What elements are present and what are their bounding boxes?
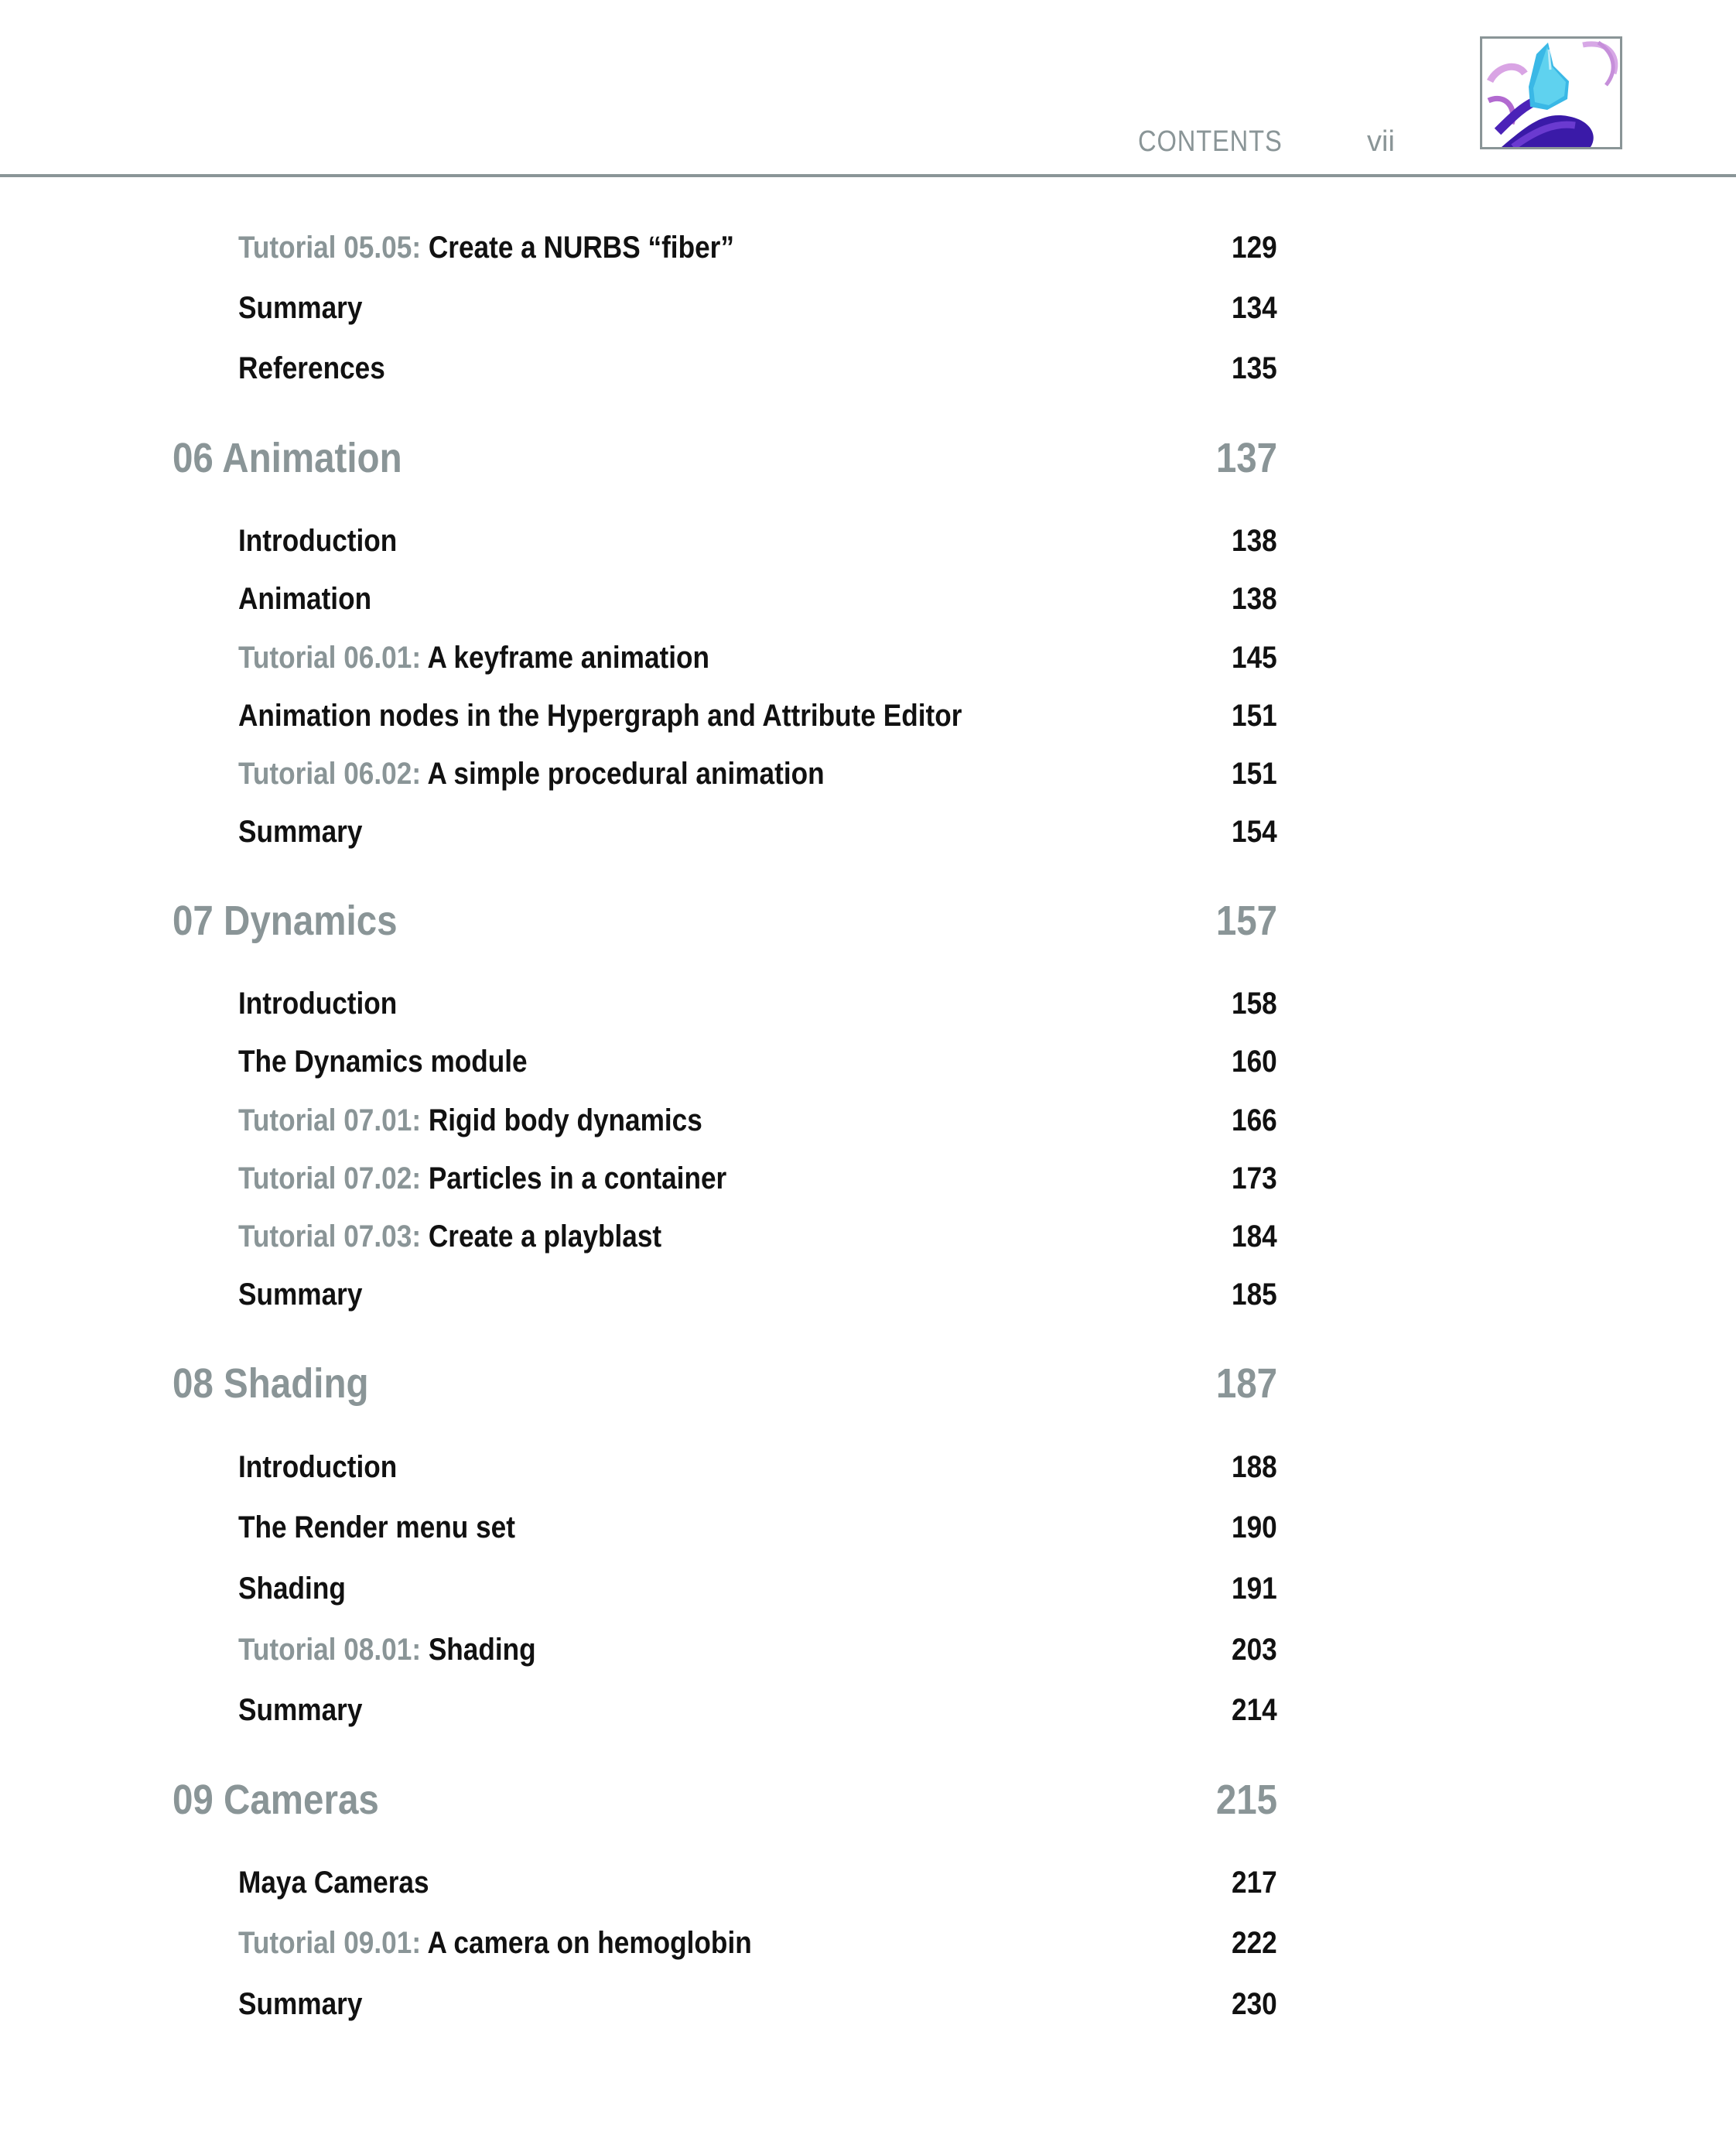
entry-title <box>238 1565 346 1612</box>
toc-entry <box>0 1859 1736 1906</box>
entry-title-text: Summary <box>238 291 363 325</box>
chapter-title <box>173 894 398 948</box>
entry-title-text: Introduction <box>238 1450 398 1484</box>
entry-title-text: 06 Animation <box>173 435 402 481</box>
toc-entry <box>0 1687 1736 1733</box>
entry-title <box>238 345 385 392</box>
tutorial-prefix: Tutorial 05.05: <box>238 231 429 265</box>
entry-title-text: Shading <box>428 1633 536 1667</box>
entry-title <box>238 1626 536 1673</box>
toc-entry <box>0 1981 1736 2027</box>
page-number: 191 <box>1232 1572 1277 1606</box>
toc-entry <box>0 285 1736 331</box>
page-number: 134 <box>1232 291 1277 325</box>
toc-entry <box>0 1626 1736 1673</box>
entry-title <box>238 285 362 331</box>
toc-entry <box>0 224 1736 271</box>
page-number: 166 <box>1232 1103 1277 1137</box>
toc-entry <box>0 345 1736 392</box>
entry-title-text: Maya Cameras <box>238 1866 429 1900</box>
entry-title-text: A camera on hemoglobin <box>427 1926 752 1960</box>
tutorial-prefix: Tutorial 07.01: <box>238 1103 429 1137</box>
toc-entry <box>0 1444 1736 1490</box>
entry-title <box>238 224 734 271</box>
entry-title-text: Create a NURBS “fiber” <box>428 231 734 265</box>
page-number: 203 <box>1232 1633 1277 1667</box>
toc-entry <box>0 518 1736 564</box>
entry-title <box>238 634 709 681</box>
tutorial-prefix: Tutorial 06.02: <box>238 757 428 791</box>
entry-title-text: 07 Dynamics <box>173 898 398 944</box>
tutorial-prefix: Tutorial 07.03: <box>238 1219 429 1254</box>
chapter-heading <box>0 431 1736 481</box>
toc-entry <box>0 1213 1736 1260</box>
page-number: 158 <box>1232 987 1277 1021</box>
page-number: 214 <box>1232 1693 1277 1727</box>
page-number: 145 <box>1232 641 1277 675</box>
toc-entry <box>0 576 1736 622</box>
page-number: 135 <box>1232 351 1277 385</box>
page-number: 188 <box>1232 1450 1277 1484</box>
page-number: 137 <box>1215 435 1277 481</box>
entry-title <box>238 1271 362 1318</box>
entry-title <box>238 1155 726 1202</box>
page-number: 230 <box>1232 1987 1277 2021</box>
page-number: 187 <box>1215 1360 1277 1407</box>
toc-entry <box>0 1271 1736 1318</box>
entry-title <box>238 1213 661 1260</box>
entry-title-text: Summary <box>238 815 363 849</box>
entry-title-text: References <box>238 351 385 385</box>
entry-title <box>238 693 962 739</box>
page-number: 151 <box>1232 699 1277 733</box>
toc-entry <box>0 1038 1736 1085</box>
entry-title-text: 08 Shading <box>173 1360 369 1407</box>
toc-entry <box>0 1504 1736 1551</box>
page-number: 173 <box>1232 1161 1277 1195</box>
entry-title-text: Summary <box>238 1693 363 1727</box>
entry-title-text: Rigid body dynamics <box>428 1103 702 1137</box>
page-number: 217 <box>1232 1866 1277 1900</box>
page-number: 190 <box>1232 1510 1277 1544</box>
page-number: 157 <box>1215 898 1277 944</box>
page-number: 138 <box>1232 582 1277 616</box>
entry-title <box>238 1920 752 1966</box>
page-number: 160 <box>1232 1045 1277 1079</box>
entry-title <box>238 1038 528 1085</box>
toc-entry <box>0 809 1736 855</box>
entry-title <box>238 1687 362 1733</box>
page-number: 151 <box>1232 757 1277 791</box>
entry-title <box>238 809 362 855</box>
toc-entry <box>0 751 1736 797</box>
toc-entry <box>0 1155 1736 1202</box>
running-head-page-number: vii <box>1367 125 1395 158</box>
entry-title-text: Shading <box>238 1572 346 1606</box>
entry-title-text: The Render menu set <box>238 1510 515 1544</box>
toc-entry <box>0 693 1736 739</box>
entry-title-text: The Dynamics module <box>238 1045 528 1079</box>
toc-entry <box>0 634 1736 681</box>
chapter-heading <box>0 1773 1736 1823</box>
entry-title-text: Summary <box>238 1987 363 2021</box>
entry-title-text: Introduction <box>238 987 398 1021</box>
entry-title-text: Summary <box>238 1278 363 1312</box>
page-number: 129 <box>1232 231 1277 265</box>
tutorial-prefix: Tutorial 06.01: <box>238 641 428 675</box>
entry-title-text: Introduction <box>238 524 398 558</box>
running-head-section: CONTENTS <box>1138 125 1283 158</box>
chapter-title <box>173 1773 379 1827</box>
entry-title-text: A keyframe animation <box>427 641 710 675</box>
chapter-title <box>173 431 402 485</box>
toc-entry <box>0 1565 1736 1612</box>
entry-title <box>238 980 397 1027</box>
page-number: 138 <box>1232 524 1277 558</box>
page-number: 184 <box>1232 1219 1277 1254</box>
toc-entry <box>0 1920 1736 1966</box>
page-number: 215 <box>1215 1777 1277 1823</box>
entry-title-text: Animation nodes in the Hypergraph and Attribute Editor <box>238 699 962 733</box>
entry-title <box>238 1097 702 1144</box>
chapter-heading <box>0 1356 1736 1407</box>
page-number: 222 <box>1232 1926 1277 1960</box>
entry-title <box>238 751 825 797</box>
entry-title <box>238 576 371 622</box>
toc-entry <box>0 980 1736 1027</box>
entry-title-text: Particles in a container <box>428 1161 727 1195</box>
toc-entry <box>0 1097 1736 1144</box>
tutorial-prefix: Tutorial 09.01: <box>238 1926 428 1960</box>
entry-title-text: 09 Cameras <box>173 1777 379 1823</box>
tutorial-prefix: Tutorial 08.01: <box>238 1633 429 1667</box>
entry-title <box>238 1859 429 1906</box>
chapter-heading <box>0 894 1736 944</box>
chapter-title <box>173 1356 368 1411</box>
entry-title-text: A simple procedural animation <box>427 757 825 791</box>
page-number: 185 <box>1232 1278 1277 1312</box>
entry-title <box>238 1981 362 2027</box>
entry-title-text: Animation <box>238 582 372 616</box>
entry-title <box>238 1504 515 1551</box>
entry-title <box>238 518 397 564</box>
entry-title <box>238 1444 397 1490</box>
entry-title-text: Create a playblast <box>428 1219 662 1254</box>
tutorial-prefix: Tutorial 07.02: <box>238 1161 429 1195</box>
page-number: 154 <box>1232 815 1277 849</box>
